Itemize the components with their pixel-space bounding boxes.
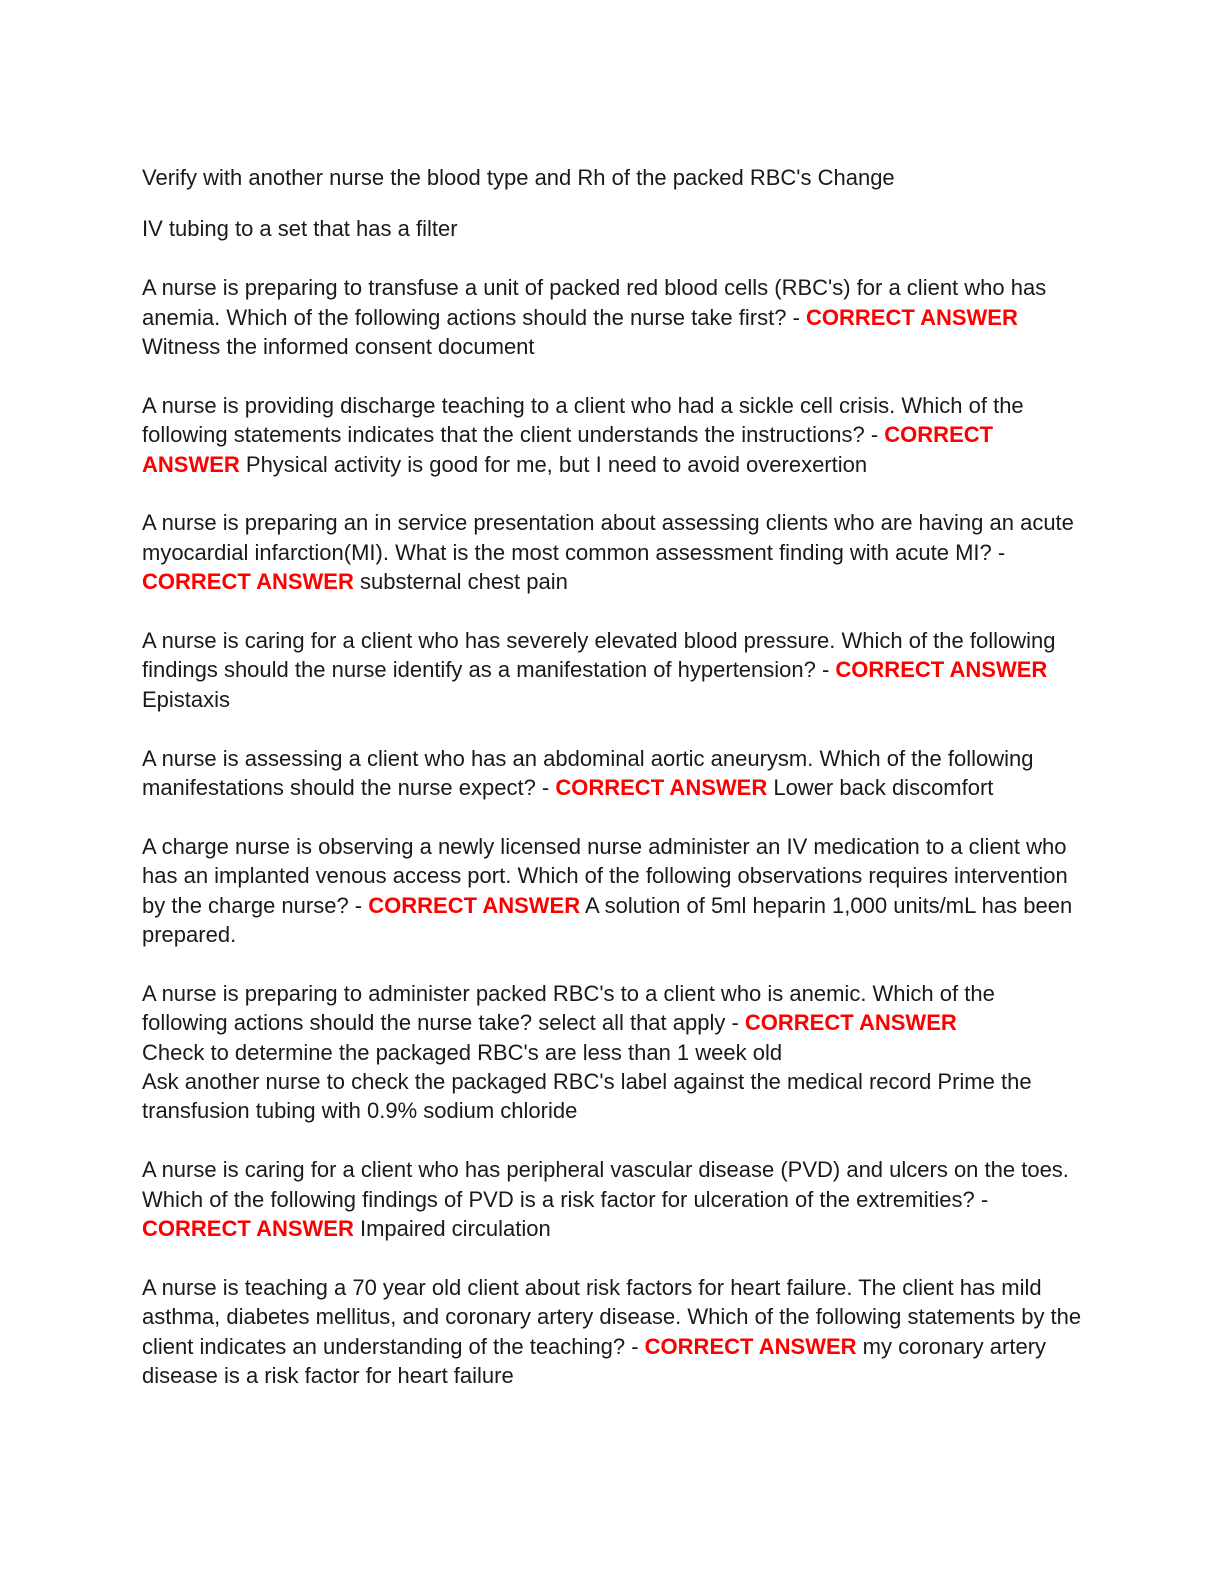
question-text: A nurse is caring for a client who has severely elevated blood pressure. Which of the following findings should the nurse identify as a manifestation of hypertension? - [142,628,1056,683]
correct-answer-label: CORRECT ANSWER [744,1010,957,1036]
question-text: A nurse is preparing an in service presentation about assessing clients who are having an acute myocardial infarction(MI). What is the most common assessment finding with acute MI? - [142,510,1074,565]
answer-text: substernal chest pain [353,569,568,595]
question-text: A charge nurse is observing a newly licensed nurse administer an IV medication to a client who has an implanted venous access port. Which of the following observations requires intervention by the charge nurse? - [142,833,1068,918]
qa-text [142,744,1082,803]
correct-answer-label: CORRECT ANSWER [142,569,354,595]
answer-text: Physical activity is good for me, but I need to avoid overexertion [239,451,868,477]
answer-text: Witness the informed consent document [142,334,535,360]
qa-text [142,979,1082,1038]
correct-answer-label: CORRECT ANSWER [806,304,1018,330]
answer-text: my coronary artery disease is a risk factor for heart failure [142,1333,1047,1389]
intro-line-1: Verify with another nurse the blood type and Rh of the packed RBC's Change [142,165,895,190]
question-text: A nurse is teaching a 70 year old client about risk factors for heart failure. The client has mild asthma, diabetes mellitus, and coronary artery disease. Which of the following statements by the client indicates an understanding of the teaching? - [142,1274,1082,1359]
qa-text [142,1155,1082,1243]
answer-text: Impaired circulation [353,1216,551,1242]
qa-text [142,508,1082,596]
correct-answer-label: CORRECT ANSWER [142,1216,354,1242]
answer-line-2: Ask another nurse to check the packaged RBC's label against the medical record Prime the transfusion tubing with 0.9% sodium chloride [142,1069,1032,1124]
correct-answer-label: CORRECT ANSWER [368,892,581,918]
answer-text: A solution of 5ml heparin 1,000 units/mL has been prepared. [142,892,1073,948]
question-text: A nurse is caring for a client who has peripheral vascular disease (PVD) and ulcers on the toes. Which of the following findings of PVD is a risk factor for ulceration of the extremities? - [142,1157,1069,1212]
question-text: A nurse is preparing to transfuse a unit of packed red blood cells (RBC's) for a client who has anemia. Which of the following actions should the nurse take first? - [142,275,1047,330]
qa-item-1 [142,273,1082,361]
qa-item-8 [142,1155,1082,1243]
qa-item-7 [142,979,1082,1126]
qa-text [142,832,1082,950]
qa-text [142,626,1082,714]
correct-answer-label: CORRECT ANSWER [835,657,1048,683]
question-text: A nurse is providing discharge teaching to a client who had a sickle cell crisis. Which of the following statements indicates that the client understands the instructions? - [142,392,1024,448]
qa-item-2 [142,391,1082,479]
document-page [142,141,1082,1420]
qa-text [142,273,1082,361]
qa-item-4 [142,626,1082,714]
intro-line-2: IV tubing to a set that has a filter [142,216,458,242]
qa-item-3 [142,508,1082,596]
qa-text [142,1273,1082,1391]
qa-item-6 [142,832,1082,950]
question-text: A nurse is preparing to administer packed RBC's to a client who is anemic. Which of the following actions should the nurse take? select all that apply - [142,980,995,1036]
answer-text: Epistaxis [142,686,231,712]
answer-text: Lower back discomfort [767,775,994,801]
qa-item-9 [142,1273,1082,1391]
qa-item-5 [142,744,1082,803]
correct-answer-label: CORRECT ANSWER [644,1333,857,1359]
qa-text [142,391,1082,479]
correct-answer-label: CORRECT ANSWER [555,775,768,801]
correct-answer-label: CORRECT ANSWER [142,422,994,477]
answer-line-1: Check to determine the packaged RBC's are less than 1 week old [142,1039,783,1065]
intro-block [142,163,1082,244]
question-text: A nurse is assessing a client who has an abdominal aortic aneurysm. Which of the following manifestations should the nurse expect? - [142,745,1034,801]
